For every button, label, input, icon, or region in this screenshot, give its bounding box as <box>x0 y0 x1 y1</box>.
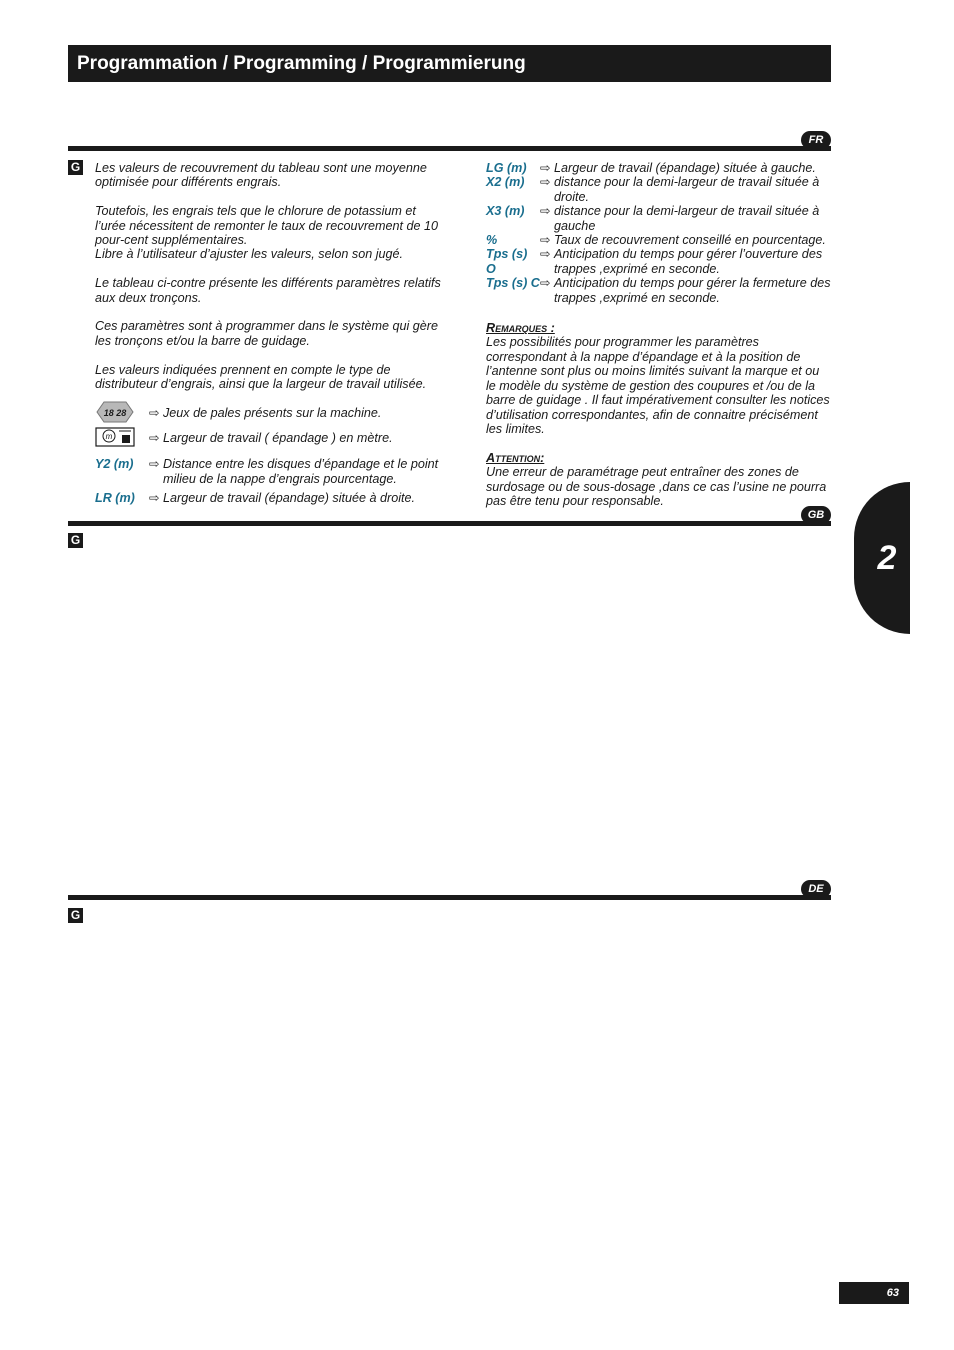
def-desc: Distance entre les disques d’épandage et le point milieu de la nappe d’engrais pourcentage. <box>163 457 439 486</box>
attention-title: Attention: <box>486 450 545 465</box>
def-desc: Largeur de travail (épandage) située à gauche. <box>554 161 816 175</box>
def-term: % <box>486 233 498 248</box>
vanes-arrow: ⇨ <box>149 406 160 421</box>
def-arrow: ⇨ <box>540 161 551 175</box>
vanes-row <box>95 401 447 425</box>
fr-para-5: Ces paramètres sont à programmer dans le système qui gère les tronçons et/ou la barre de guidage. <box>95 319 438 348</box>
def-arrow: ⇨ <box>540 204 551 219</box>
def-arrow: ⇨ <box>540 233 551 248</box>
def-term: X3 (m) <box>486 204 525 219</box>
remarks-title: Remarques : <box>486 321 555 336</box>
def-desc: Anticipation du temps pour gérer l’ouverture des trappes ,exprimé en seconde. <box>554 247 823 276</box>
page-header: Programmation / Programming / Programmierung <box>68 45 831 82</box>
chapter-tab: 2 <box>854 482 910 634</box>
def-term: LG (m) <box>486 161 527 175</box>
def-row-x2 <box>486 175 832 204</box>
def-term: LR (m) <box>95 491 135 506</box>
def-row-percent <box>486 233 832 247</box>
fr-badge: FR <box>801 131 831 149</box>
def-row-x3 <box>486 204 832 233</box>
def-term: Y2 (m) <box>95 457 134 472</box>
page-number: 63 <box>839 1282 909 1304</box>
de-section-rule <box>68 895 831 900</box>
vanes-icon <box>95 401 149 426</box>
fr-g-marker: G <box>68 160 83 175</box>
def-desc: Largeur de travail (épandage) située à droite. <box>163 491 416 506</box>
def-arrow: ⇨ <box>540 247 551 262</box>
def-term: Tps (s) C <box>486 276 540 291</box>
fr-para-2: Toutefois, les engrais tels que le chlorure de potassium et l’urée nécessitent de remonter le taux de recouvrement de 10 pour-cent supplémentaires. <box>95 204 439 248</box>
def-row-lg <box>486 161 832 175</box>
de-g-marker: G <box>68 908 83 923</box>
fr-para-1: Les valeurs de recouvrement du tableau sont une moyenne optimisée pour différents engrais. <box>95 161 427 190</box>
def-desc: distance pour la demi-largeur de travail située à droite. <box>554 175 820 204</box>
fr-left-column <box>95 161 447 506</box>
def-desc: Anticipation du temps pour gérer la fermeture des trappes ,exprimé en seconde. <box>554 276 831 305</box>
working-width-icon <box>95 427 149 450</box>
def-arrow: ⇨ <box>149 491 160 506</box>
width-row <box>95 427 447 449</box>
def-desc: Taux de recouvrement conseillé en pourcentage. <box>554 233 826 248</box>
def-row-lr <box>95 491 447 505</box>
def-term: Tps (s) O <box>486 247 528 276</box>
width-arrow: ⇨ <box>149 431 160 446</box>
def-arrow: ⇨ <box>540 175 551 190</box>
fr-para-4: Le tableau ci-contre présente les différents paramètres relatifs aux deux tronçons. <box>95 276 441 305</box>
remarks-text: Les possibilités pour programmer les paramètres correspondant à la nappe d’épandage et à la position de l’antenne sont plus ou moins limités suivant la marque et ou le modèle du système de gestion des coupures et /ou de la barre de guidage . Il faut impérativement consulter les notices d’utilisation correspondantes, afin de connaitre précisément les limites. <box>486 335 830 436</box>
fr-para-3: Libre à l’utilisateur d’ajuster les valeurs, selon son jugé. <box>95 247 404 262</box>
fr-section-rule <box>68 146 831 151</box>
vanes-icon-label: 18 28 <box>103 407 127 418</box>
width-desc: Largeur de travail ( épandage ) en mètre. <box>163 431 393 446</box>
vanes-desc: Jeux de pales présents sur la machine. <box>163 406 382 421</box>
fr-para-6: Les valeurs indiquées prennent en compte le type de distributeur d’engrais, ainsi que la largeur de travail utilisée. <box>95 362 427 392</box>
gb-section-rule <box>68 521 831 526</box>
def-row-tps-c <box>486 276 832 305</box>
def-desc: distance pour la demi-largeur de travail située à gauche <box>554 204 820 233</box>
gb-g-marker: G <box>68 533 83 548</box>
gb-badge: GB <box>801 506 831 524</box>
def-arrow: ⇨ <box>149 457 160 472</box>
def-term: X2 (m) <box>486 175 525 190</box>
def-arrow: ⇨ <box>540 276 551 291</box>
working-width-icon-label: m <box>105 431 113 441</box>
attention-text: Une erreur de paramétrage peut entraîner des zones de surdosage ou de sous-dosage ,dans ce cas l’usine ne pourra pas être tenu pour responsable. <box>486 465 827 508</box>
fr-right-column <box>486 161 832 508</box>
def-row-y2 <box>95 457 447 486</box>
de-badge: DE <box>801 880 831 898</box>
def-row-tps-o <box>486 247 832 276</box>
